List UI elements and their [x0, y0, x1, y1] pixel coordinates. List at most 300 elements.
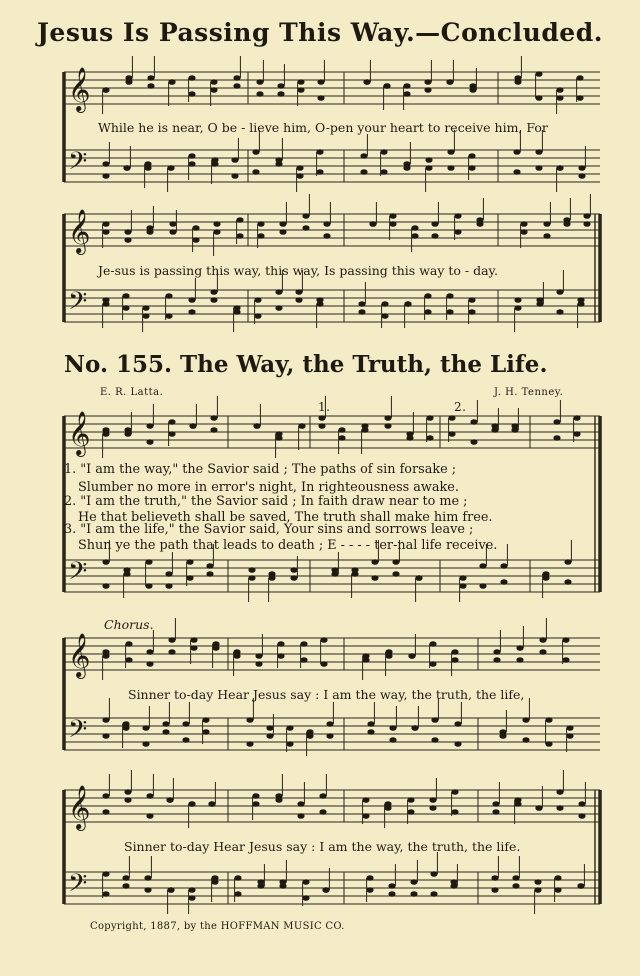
note-head: [468, 297, 475, 303]
note-head: [279, 221, 286, 227]
note-head: [338, 427, 345, 433]
note-head: [514, 801, 521, 807]
note-head: [553, 419, 560, 425]
note-head: [470, 439, 477, 445]
note-head: [210, 427, 217, 433]
note-head: [516, 657, 523, 663]
note-head: [469, 83, 476, 89]
note-head: [266, 733, 273, 739]
note-head: [492, 809, 499, 815]
note-head: [208, 801, 215, 807]
note-head: [542, 575, 549, 581]
note-head: [144, 887, 151, 893]
note-head: [493, 649, 500, 655]
note-head: [102, 229, 109, 235]
verse-line: 2. "I am the truth," the Savior said ; In faith draw near to me ;: [64, 494, 468, 509]
note-head: [166, 797, 173, 803]
note-head: [562, 637, 569, 643]
note-head: [147, 75, 154, 81]
verse-line: He that believeth shall be saved, The truth shall make him free.: [78, 510, 493, 525]
bass-clef-icon: 𝄢: [68, 557, 88, 592]
note-head: [188, 309, 195, 315]
note-head: [450, 879, 457, 885]
note-head: [415, 575, 422, 581]
note-head: [516, 645, 523, 651]
note-head: [290, 575, 297, 581]
note-head: [317, 79, 324, 85]
note-head: [318, 415, 325, 421]
note-head: [410, 879, 417, 885]
note-head: [553, 435, 560, 441]
note-head: [406, 435, 413, 441]
note-head: [213, 229, 220, 235]
note-head: [479, 563, 486, 569]
note-head: [448, 415, 455, 421]
note-head: [165, 313, 172, 319]
note-head: [210, 87, 217, 93]
note-head: [448, 431, 455, 437]
note-head: [146, 813, 153, 819]
note-head: [362, 813, 369, 819]
note-head: [371, 559, 378, 565]
note-head: [451, 657, 458, 663]
note-head: [246, 717, 253, 723]
note-head: [122, 883, 129, 889]
note-head: [210, 297, 217, 303]
note-head: [454, 213, 461, 219]
note-head: [233, 75, 240, 81]
note-head: [556, 789, 563, 795]
note-head: [319, 793, 326, 799]
bass-clef-icon: 𝄢: [68, 869, 88, 904]
note-head: [407, 809, 414, 815]
note-head: [210, 415, 217, 421]
note-head: [430, 891, 437, 897]
note-head: [125, 641, 132, 647]
note-head: [385, 653, 392, 659]
note-head: [573, 415, 580, 421]
note-head: [189, 423, 196, 429]
note-head: [144, 165, 151, 171]
note-head: [256, 79, 263, 85]
note-head: [169, 221, 176, 227]
note-head: [430, 871, 437, 877]
chorus-label: Chorus.: [104, 617, 154, 632]
note-head: [102, 161, 109, 167]
note-head: [556, 289, 563, 295]
note-head: [212, 645, 219, 651]
note-head: [142, 741, 149, 747]
note-head: [233, 653, 240, 659]
note-head: [102, 583, 109, 589]
note-head: [392, 571, 399, 577]
note-head: [363, 79, 370, 85]
note-head: [534, 879, 541, 885]
note-head: [351, 567, 358, 573]
note-head: [578, 801, 585, 807]
note-head: [192, 225, 199, 231]
chorus-lyric-2: Sinner to-day Hear Jesus say : I am the way, the truth, the life.: [124, 839, 521, 854]
note-head: [426, 435, 433, 441]
note-head: [275, 797, 282, 803]
treble-clef-icon: 𝄞: [68, 785, 91, 829]
bass-clef-icon: 𝄢: [68, 287, 88, 322]
note-head: [146, 439, 153, 445]
note-head: [167, 887, 174, 893]
note-head: [492, 801, 499, 807]
note-head: [182, 737, 189, 743]
note-head: [316, 169, 323, 175]
note-head: [468, 165, 475, 171]
note-head: [362, 797, 369, 803]
note-head: [426, 415, 433, 421]
note-head: [147, 83, 154, 89]
note-head: [162, 721, 169, 727]
note-head: [297, 79, 304, 85]
note-head: [535, 149, 542, 155]
note-head: [431, 233, 438, 239]
note-head: [371, 575, 378, 581]
treble-clef-icon: 𝄞: [68, 209, 91, 253]
note-head: [234, 891, 241, 897]
note-head: [535, 165, 542, 171]
note-head: [277, 641, 284, 647]
note-head: [512, 875, 519, 881]
note-head: [454, 741, 461, 747]
note-head: [425, 165, 432, 171]
note-head: [493, 657, 500, 663]
note-head: [257, 221, 264, 227]
note-head: [188, 153, 195, 159]
note-head: [122, 875, 129, 881]
treble-clef-icon: 𝄞: [68, 411, 91, 455]
note-head: [192, 237, 199, 243]
note-head: [206, 571, 213, 577]
note-head: [253, 423, 260, 429]
note-head: [146, 661, 153, 667]
note-head: [369, 221, 376, 227]
note-head: [358, 309, 365, 315]
note-head: [188, 161, 195, 167]
note-head: [573, 431, 580, 437]
note-head: [499, 733, 506, 739]
note-head: [578, 813, 585, 819]
note-head: [123, 165, 130, 171]
note-head: [254, 313, 261, 319]
note-head: [331, 567, 338, 573]
note-head: [539, 649, 546, 655]
note-head: [211, 161, 218, 167]
note-head: [123, 567, 130, 573]
note-head: [366, 887, 373, 893]
note-head: [322, 887, 329, 893]
note-head: [543, 233, 550, 239]
note-head: [122, 293, 129, 299]
note-head: [300, 657, 307, 663]
note-head: [266, 725, 273, 731]
note-head: [297, 801, 304, 807]
note-head: [168, 637, 175, 643]
note-head: [563, 221, 570, 227]
note-head: [252, 169, 259, 175]
note-head: [451, 649, 458, 655]
second-ending-label: 2.: [454, 400, 467, 414]
note-head: [210, 289, 217, 295]
note-head: [279, 229, 286, 235]
note-head: [535, 95, 542, 101]
note-head: [169, 229, 176, 235]
note-head: [583, 213, 590, 219]
note-head: [186, 575, 193, 581]
note-head: [410, 891, 417, 897]
note-head: [384, 423, 391, 429]
note-head: [188, 297, 195, 303]
note-head: [476, 221, 483, 227]
note-head: [468, 153, 475, 159]
note-head: [296, 165, 303, 171]
note-head: [297, 87, 304, 93]
note-head: [470, 419, 477, 425]
note-head: [102, 733, 109, 739]
note-head: [389, 725, 396, 731]
note-head: [102, 427, 109, 433]
note-head: [102, 649, 109, 655]
note-head: [564, 579, 571, 585]
note-head: [144, 875, 151, 881]
note-head: [366, 875, 373, 881]
note-head: [286, 741, 293, 747]
note-head: [167, 165, 174, 171]
note-head: [319, 809, 326, 815]
note-head: [146, 229, 153, 235]
note-head: [248, 575, 255, 581]
note-head: [102, 809, 109, 815]
note-head: [277, 653, 284, 659]
note-head: [403, 165, 410, 171]
note-head: [562, 657, 569, 663]
note-head: [388, 883, 395, 889]
note-head: [102, 559, 109, 565]
note-head: [257, 879, 264, 885]
note-head: [210, 79, 217, 85]
hymn-title: No. 155. The Way, the Truth, the Life.: [64, 351, 548, 378]
note-head: [236, 217, 243, 223]
note-head: [124, 797, 131, 803]
note-head: [338, 435, 345, 441]
note-head: [146, 423, 153, 429]
treble-clef-icon: 𝄞: [68, 633, 91, 677]
note-head: [277, 91, 284, 97]
note-head: [556, 95, 563, 101]
note-head: [381, 301, 388, 307]
note-head: [202, 729, 209, 735]
note-head: [102, 717, 109, 723]
note-head: [576, 95, 583, 101]
note-head: [358, 301, 365, 307]
note-head: [411, 225, 418, 231]
note-head: [388, 891, 395, 897]
note-head: [102, 891, 109, 897]
note-head: [424, 293, 431, 299]
note-head: [389, 221, 396, 227]
note-head: [122, 725, 129, 731]
note-head: [257, 233, 264, 239]
note-head: [102, 871, 109, 877]
note-head: [556, 87, 563, 93]
note-head: [290, 567, 297, 573]
note-head: [190, 637, 197, 643]
first-ending-label: 1.: [318, 400, 331, 414]
note-head: [302, 213, 309, 219]
note-head: [145, 583, 152, 589]
note-head: [403, 83, 410, 89]
note-head: [326, 721, 333, 727]
note-head: [102, 793, 109, 799]
note-head: [451, 809, 458, 815]
note-head: [429, 641, 436, 647]
note-head: [431, 737, 438, 743]
note-head: [302, 879, 309, 885]
note-head: [491, 423, 498, 429]
note-head: [320, 637, 327, 643]
note-head: [295, 289, 302, 295]
bass-staff: [64, 270, 600, 332]
note-head: [142, 305, 149, 311]
note-head: [296, 173, 303, 179]
note-head: [142, 725, 149, 731]
note-head: [256, 91, 263, 97]
note-head: [479, 583, 486, 589]
verse-line: Shun ye the path that leads to death ; E - - - - ter-nal life receive.: [78, 538, 498, 553]
note-head: [252, 149, 259, 155]
note-head: [425, 157, 432, 163]
note-head: [520, 221, 527, 227]
copyright-notice: Copyright, 1887, by the HOFFMAN MUSIC CO.: [90, 921, 345, 932]
note-head: [459, 575, 466, 581]
note-head: [295, 297, 302, 303]
note-head: [168, 431, 175, 437]
note-head: [367, 721, 374, 727]
page-heading: Jesus Is Passing This Way.—Concluded.: [37, 18, 603, 47]
note-head: [431, 717, 438, 723]
note-head: [102, 87, 109, 93]
treble-staff: [64, 194, 600, 256]
note-head: [500, 579, 507, 585]
note-head: [125, 79, 132, 85]
note-head: [454, 229, 461, 235]
note-head: [380, 149, 387, 155]
note-head: [165, 571, 172, 577]
verse-line: Slumber no more in error's night, In righteousness awake.: [78, 480, 459, 495]
note-head: [188, 887, 195, 893]
note-head: [252, 793, 259, 799]
lyric-line-1: While he is near, O be - lieve him, O-pen your heart to receive him, For: [98, 120, 548, 135]
note-head: [362, 657, 369, 663]
note-head: [404, 301, 411, 307]
note-head: [234, 875, 241, 881]
note-head: [380, 169, 387, 175]
note-head: [252, 801, 259, 807]
note-head: [306, 733, 313, 739]
note-head: [233, 309, 240, 315]
note-head: [367, 729, 374, 735]
note-head: [564, 559, 571, 565]
note-head: [360, 169, 367, 175]
note-head: [125, 657, 132, 663]
composer-credit: J. H. Tenney.: [494, 387, 564, 398]
note-head: [213, 221, 220, 227]
treble-staff: [64, 56, 600, 114]
note-head: [514, 297, 521, 303]
note-head: [316, 149, 323, 155]
note-head: [577, 297, 584, 303]
note-head: [424, 79, 431, 85]
note-head: [534, 887, 541, 893]
note-head: [468, 309, 475, 315]
note-head: [168, 79, 175, 85]
note-head: [275, 435, 282, 441]
note-head: [447, 149, 454, 155]
note-head: [446, 293, 453, 299]
verse-line: 3. "I am the life," the Savior said, Your sins and sorrows leave ;: [64, 522, 474, 537]
note-head: [300, 641, 307, 647]
note-head: [389, 737, 396, 743]
note-head: [317, 95, 324, 101]
note-head: [190, 645, 197, 651]
note-head: [162, 729, 169, 735]
note-head: [577, 883, 584, 889]
note-head: [277, 83, 284, 89]
note-head: [424, 87, 431, 93]
note-head: [535, 805, 542, 811]
note-head: [102, 173, 109, 179]
note-head: [231, 173, 238, 179]
note-head: [447, 165, 454, 171]
note-head: [535, 71, 542, 77]
note-head: [545, 717, 552, 723]
bass-staff: [64, 130, 600, 192]
note-head: [142, 313, 149, 319]
note-head: [297, 813, 304, 819]
note-head: [165, 293, 172, 299]
note-head: [165, 583, 172, 589]
note-head: [102, 221, 109, 227]
note-head: [323, 221, 330, 227]
note-head: [248, 567, 255, 573]
note-head: [318, 423, 325, 429]
note-head: [360, 153, 367, 159]
note-head: [424, 309, 431, 315]
note-head: [403, 91, 410, 97]
note-head: [268, 571, 275, 577]
note-head: [446, 79, 453, 85]
note-head: [522, 717, 529, 723]
note-head: [275, 289, 282, 295]
note-head: [459, 583, 466, 589]
note-head: [320, 661, 327, 667]
note-head: [211, 879, 218, 885]
note-head: [576, 75, 583, 81]
lyric-line-2: Je-sus is passing this way, this way, Is passing this way to - day.: [98, 263, 498, 278]
note-head: [381, 313, 388, 319]
note-head: [513, 149, 520, 155]
note-head: [279, 883, 286, 889]
note-head: [383, 83, 390, 89]
note-head: [124, 427, 131, 433]
note-head: [275, 305, 282, 311]
note-head: [411, 725, 418, 731]
note-head: [145, 559, 152, 565]
